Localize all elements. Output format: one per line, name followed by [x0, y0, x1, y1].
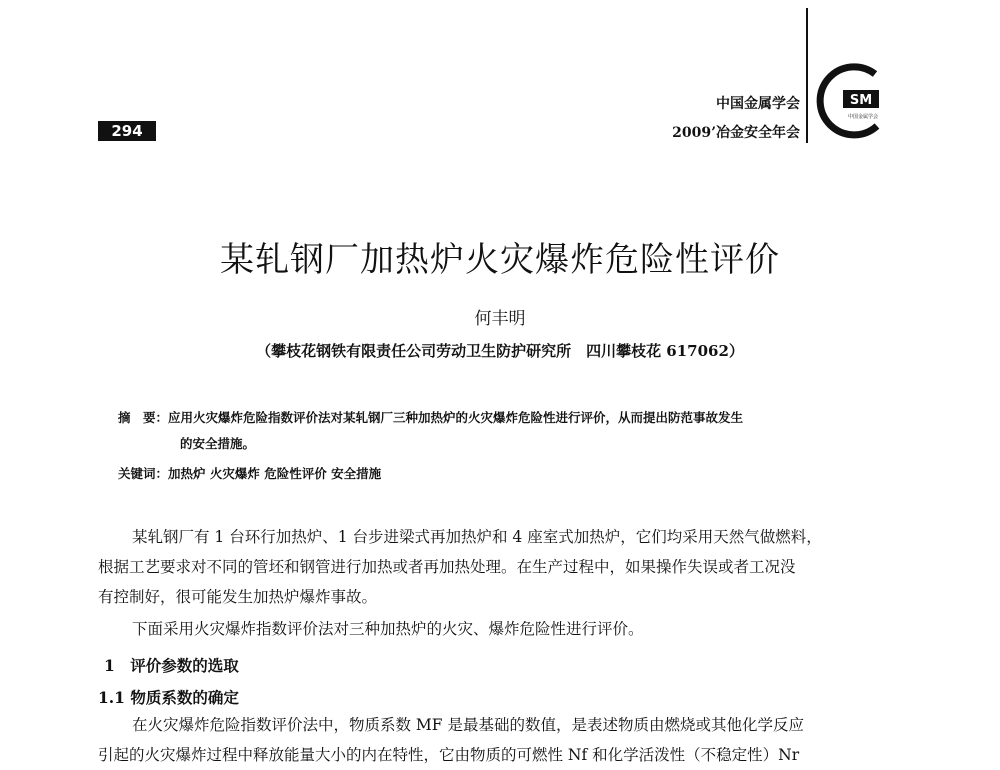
section-heading-1-1: 1.1 物质系数的确定 [98, 688, 239, 707]
paper-title: 某轧钢厂加热炉火灾爆炸危险性评价 [220, 240, 780, 280]
affiliation: （攀枝花钢铁有限责任公司劳动卫生防护研究所 四川攀枝花 617062） [256, 342, 744, 360]
body-para-1-line-2: 根据工艺要求对不同的管坯和钢管进行加热或者再加热处理。在生产过程中，如果操作失误或者工况没 [98, 558, 796, 576]
conference-organizer: 中国金属学会 [716, 96, 800, 112]
body-para-3-line-1: 在火灾爆炸危险指数评价法中，物质系数 MF 是最基础的数值，是表述物质由燃烧或其他化学反应 [132, 716, 804, 734]
conference-name: 2009’冶金安全年会 [672, 125, 800, 141]
section-heading-1: 1 评价参数的选取 [104, 656, 239, 675]
keywords-text: 加热炉 火灾爆炸 危险性评价 安全措施 [168, 466, 382, 481]
keywords [118, 460, 381, 488]
body-para-1-line-1: 某轧钢厂有 1 台环行加热炉、1 台步进梁式再加热炉和 4 座室式加热炉，它们均采用天然气做燃料， [132, 528, 822, 546]
logo-text: 中国金属学会 [847, 114, 879, 120]
abstract [118, 404, 743, 432]
body-para-3-line-2: 引起的火灾爆炸过程中释放能量大小的内在特性，它由物质的可燃性 Nf 和化学活泼性（不稳定性）Nr [98, 746, 800, 764]
abstract-line-1: 应用火灾爆炸危险指数评价法对某轧钢厂三种加热炉的火灾爆炸危险性进行评价，从而提出防范事故发生 [168, 410, 744, 425]
svg-text:SM: SM [849, 93, 873, 108]
abstract-line-2: 的安全措施。 [180, 436, 256, 451]
page-number: 294 [98, 121, 156, 141]
keywords-label: 关键词： [118, 466, 169, 481]
abstract-label: 摘 要： [118, 410, 169, 425]
society-logo-icon [815, 60, 895, 140]
body-para-1-line-3: 有控制好，很可能发生加热炉爆炸事故。 [98, 588, 378, 606]
header-divider [806, 8, 808, 143]
body-para-2: 下面采用火灾爆炸指数评价法对三种加热炉的火灾、爆炸危险性进行评价。 [132, 620, 644, 638]
author: 何丰明 [474, 309, 526, 329]
